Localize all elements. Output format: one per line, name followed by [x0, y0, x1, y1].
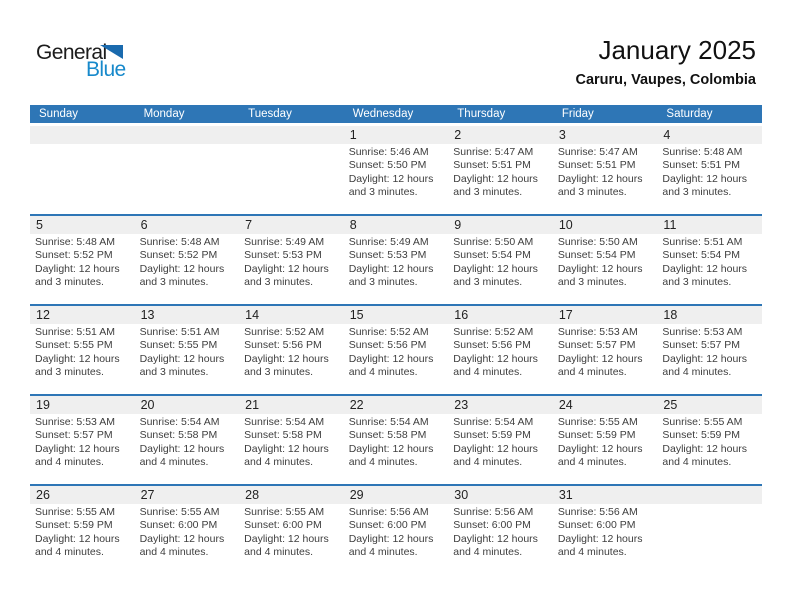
day-number-strip	[30, 396, 762, 414]
sunset-text: Sunset: 5:55 PM	[139, 339, 218, 352]
day-number: 31	[558, 488, 573, 502]
day-details-cell	[448, 414, 553, 484]
day-number: 21	[245, 398, 260, 412]
page-subtitle: Caruru, Vaupes, Colombia	[575, 71, 756, 88]
day-details-cell	[239, 414, 344, 484]
day-details-cell	[448, 324, 553, 394]
day-number: 20	[140, 398, 155, 412]
daylight-text: Daylight: 12 hours and 4 minutes.	[139, 532, 225, 559]
sunrise-text: Sunrise: 5:51 AM	[35, 326, 115, 338]
sunset-text: Sunset: 6:00 PM	[557, 519, 636, 532]
day-details-cell	[657, 414, 762, 484]
day-details-cell	[30, 234, 135, 304]
day-number	[657, 486, 762, 504]
day-details-cell	[657, 504, 762, 574]
sunrise-text: Sunrise: 5:49 AM	[244, 236, 325, 248]
daylight-text: Daylight: 12 hours and 4 minutes.	[35, 442, 120, 469]
day-details-cell	[30, 144, 135, 214]
day-number: 13	[140, 308, 155, 322]
sunrise-text: Sunrise: 5:52 AM	[453, 326, 534, 338]
sunset-text: Sunset: 6:00 PM	[139, 519, 218, 532]
sunrise-text: Sunrise: 5:56 AM	[348, 506, 429, 518]
sunset-text: Sunset: 5:57 PM	[557, 339, 636, 352]
day-number: 9	[454, 218, 462, 232]
daylight-text: Daylight: 12 hours and 3 minutes.	[244, 262, 329, 289]
day-detail-strip	[30, 504, 762, 574]
week-row	[30, 214, 762, 304]
day-details-cell	[135, 324, 240, 394]
week-row	[30, 126, 762, 214]
day-details-cell	[135, 234, 240, 304]
sunset-text: Sunset: 5:58 PM	[348, 429, 427, 442]
daylight-text: Daylight: 12 hours and 4 minutes.	[557, 352, 643, 379]
sunset-text: Sunset: 5:57 PM	[662, 339, 741, 352]
day-number: 19	[36, 398, 50, 412]
day-details-cell	[135, 144, 240, 214]
day-details-cell	[239, 234, 344, 304]
daylight-text: Daylight: 12 hours and 3 minutes.	[244, 352, 329, 379]
day-number-strip	[30, 306, 762, 324]
daylight-text: Daylight: 12 hours and 4 minutes.	[348, 442, 434, 469]
sunset-text: Sunset: 5:50 PM	[348, 159, 427, 172]
day-number: 1	[349, 128, 357, 142]
daylight-text: Daylight: 12 hours and 3 minutes.	[139, 352, 225, 379]
day-details-cell	[553, 504, 658, 574]
day-number: 10	[558, 218, 573, 232]
day-number: 25	[663, 398, 678, 412]
daylight-text: Daylight: 12 hours and 3 minutes.	[139, 262, 225, 289]
daylight-text: Daylight: 12 hours and 4 minutes.	[453, 352, 538, 379]
day-details-cell	[553, 324, 658, 394]
day-number: 5	[36, 218, 43, 232]
day-details-cell	[344, 144, 449, 214]
day-details-cell	[239, 504, 344, 574]
daylight-text: Daylight: 12 hours and 4 minutes.	[348, 532, 434, 559]
sunrise-text: Sunrise: 5:48 AM	[139, 236, 220, 248]
sunrise-text: Sunrise: 5:48 AM	[662, 146, 743, 158]
day-number: 22	[349, 398, 364, 412]
calendar-weeks	[30, 126, 762, 574]
weekday-header-row	[30, 105, 762, 123]
day-details-cell	[30, 504, 135, 574]
sunset-text: Sunset: 6:00 PM	[453, 519, 531, 532]
weekday-header-monday: Monday	[143, 108, 185, 120]
day-number	[239, 126, 344, 144]
day-number: 23	[454, 398, 469, 412]
sunset-text: Sunset: 5:58 PM	[139, 429, 218, 442]
sunset-text: Sunset: 5:56 PM	[244, 339, 322, 352]
sunrise-text: Sunrise: 5:47 AM	[557, 146, 638, 158]
weekday-header-sunday: Sunday	[39, 108, 79, 120]
sunset-text: Sunset: 5:59 PM	[453, 429, 531, 442]
day-details-cell	[344, 414, 449, 484]
day-details-cell	[553, 234, 658, 304]
sunrise-text: Sunrise: 5:50 AM	[453, 236, 534, 248]
sunrise-text: Sunrise: 5:55 AM	[244, 506, 325, 518]
daylight-text: Daylight: 12 hours and 4 minutes.	[139, 442, 225, 469]
daylight-text: Daylight: 12 hours and 3 minutes.	[662, 172, 748, 199]
daylight-text: Daylight: 12 hours and 4 minutes.	[244, 532, 329, 559]
day-details-cell	[239, 144, 344, 214]
day-number: 28	[245, 488, 260, 502]
day-number: 29	[349, 488, 364, 502]
sunset-text: Sunset: 5:53 PM	[348, 249, 427, 262]
sunrise-text: Sunrise: 5:48 AM	[35, 236, 115, 248]
daylight-text: Daylight: 12 hours and 3 minutes.	[453, 172, 538, 199]
logo-text-blue: Blue	[86, 58, 126, 81]
sunset-text: Sunset: 5:54 PM	[557, 249, 636, 262]
day-number: 6	[140, 218, 148, 232]
logo-text-general: General	[36, 41, 107, 64]
sunset-text: Sunset: 5:52 PM	[35, 249, 113, 262]
day-detail-strip	[30, 414, 762, 484]
day-details-cell	[553, 414, 658, 484]
day-detail-strip	[30, 324, 762, 394]
week-row	[30, 304, 762, 394]
sunrise-text: Sunrise: 5:55 AM	[35, 506, 115, 518]
sunset-text: Sunset: 5:56 PM	[453, 339, 531, 352]
day-number	[135, 126, 240, 144]
sunrise-text: Sunrise: 5:54 AM	[139, 416, 220, 428]
day-number: 14	[245, 308, 260, 322]
day-details-cell	[344, 504, 449, 574]
day-number: 4	[663, 128, 671, 142]
daylight-text: Daylight: 12 hours and 4 minutes.	[662, 352, 748, 379]
daylight-text: Daylight: 12 hours and 3 minutes.	[662, 262, 748, 289]
sunrise-text: Sunrise: 5:55 AM	[557, 416, 638, 428]
sunset-text: Sunset: 5:53 PM	[244, 249, 322, 262]
day-details-cell	[30, 324, 135, 394]
sunrise-text: Sunrise: 5:49 AM	[348, 236, 429, 248]
day-details-cell	[239, 324, 344, 394]
sunset-text: Sunset: 5:59 PM	[35, 519, 113, 532]
day-number-strip	[30, 486, 762, 504]
day-detail-strip	[30, 234, 762, 304]
day-number: 16	[454, 308, 469, 322]
week-row	[30, 484, 762, 574]
daylight-text: Daylight: 12 hours and 4 minutes.	[662, 442, 748, 469]
sunrise-text: Sunrise: 5:55 AM	[662, 416, 743, 428]
daylight-text: Daylight: 12 hours and 3 minutes.	[35, 352, 120, 379]
weekday-header-tuesday: Tuesday	[248, 108, 292, 120]
sunrise-text: Sunrise: 5:52 AM	[348, 326, 429, 338]
day-number-strip	[30, 216, 762, 234]
sunrise-text: Sunrise: 5:53 AM	[662, 326, 743, 338]
sunrise-text: Sunrise: 5:51 AM	[662, 236, 743, 248]
sunset-text: Sunset: 5:51 PM	[557, 159, 636, 172]
weekday-header-wednesday: Wednesday	[352, 108, 414, 120]
sunset-text: Sunset: 5:57 PM	[35, 429, 113, 442]
sunset-text: Sunset: 5:56 PM	[348, 339, 427, 352]
sunrise-text: Sunrise: 5:54 AM	[244, 416, 325, 428]
sunset-text: Sunset: 5:54 PM	[662, 249, 741, 262]
day-details-cell	[135, 414, 240, 484]
day-details-cell	[344, 234, 449, 304]
day-number: 3	[558, 128, 566, 142]
day-detail-strip	[30, 144, 762, 214]
weekday-header-thursday: Thursday	[457, 108, 506, 120]
daylight-text: Daylight: 12 hours and 3 minutes.	[348, 262, 434, 289]
daylight-text: Daylight: 12 hours and 4 minutes.	[453, 532, 538, 559]
day-details-cell	[553, 144, 658, 214]
sunset-text: Sunset: 5:59 PM	[557, 429, 636, 442]
general-blue-logo	[36, 42, 176, 90]
sunrise-text: Sunrise: 5:52 AM	[244, 326, 325, 338]
sunset-text: Sunset: 5:59 PM	[662, 429, 741, 442]
page-title: January 2025	[598, 35, 756, 65]
daylight-text: Daylight: 12 hours and 3 minutes.	[557, 172, 643, 199]
sunset-text: Sunset: 5:51 PM	[453, 159, 531, 172]
day-number: 15	[349, 308, 364, 322]
day-details-cell	[657, 144, 762, 214]
day-details-cell	[448, 234, 553, 304]
day-number: 11	[663, 218, 677, 232]
weekday-header-friday: Friday	[561, 108, 594, 120]
sunrise-text: Sunrise: 5:56 AM	[557, 506, 638, 518]
day-details-cell	[448, 504, 553, 574]
daylight-text: Daylight: 12 hours and 3 minutes.	[348, 172, 434, 199]
sunrise-text: Sunrise: 5:46 AM	[348, 146, 429, 158]
sunset-text: Sunset: 5:54 PM	[453, 249, 531, 262]
day-details-cell	[30, 414, 135, 484]
daylight-text: Daylight: 12 hours and 4 minutes.	[35, 532, 120, 559]
daylight-text: Daylight: 12 hours and 3 minutes.	[35, 262, 120, 289]
daylight-text: Daylight: 12 hours and 3 minutes.	[557, 262, 643, 289]
day-number-strip	[30, 126, 762, 144]
daylight-text: Daylight: 12 hours and 3 minutes.	[453, 262, 538, 289]
daylight-text: Daylight: 12 hours and 4 minutes.	[557, 532, 643, 559]
sunrise-text: Sunrise: 5:56 AM	[453, 506, 534, 518]
sunrise-text: Sunrise: 5:47 AM	[453, 146, 534, 158]
sunrise-text: Sunrise: 5:51 AM	[139, 326, 220, 338]
day-number: 8	[349, 218, 357, 232]
day-details-cell	[135, 504, 240, 574]
day-number	[30, 126, 135, 144]
calendar-grid	[30, 105, 762, 574]
sunrise-text: Sunrise: 5:53 AM	[35, 416, 115, 428]
day-details-cell	[344, 324, 449, 394]
sunrise-text: Sunrise: 5:55 AM	[139, 506, 220, 518]
sunset-text: Sunset: 5:52 PM	[139, 249, 218, 262]
sunrise-text: Sunrise: 5:54 AM	[348, 416, 429, 428]
day-number: 2	[454, 128, 462, 142]
daylight-text: Daylight: 12 hours and 4 minutes.	[453, 442, 538, 469]
day-number: 30	[454, 488, 469, 502]
day-number: 18	[663, 308, 678, 322]
week-row	[30, 394, 762, 484]
logo-flag-icon	[100, 45, 123, 59]
day-details-cell	[657, 234, 762, 304]
weekday-header-saturday: Saturday	[666, 108, 713, 120]
sunrise-text: Sunrise: 5:54 AM	[453, 416, 534, 428]
day-details-cell	[448, 144, 553, 214]
day-number: 7	[245, 218, 253, 232]
title-block	[576, 36, 757, 88]
sunset-text: Sunset: 5:55 PM	[35, 339, 113, 352]
day-number: 17	[558, 308, 573, 322]
day-details-cell	[657, 324, 762, 394]
day-number: 26	[36, 488, 50, 502]
sunset-text: Sunset: 6:00 PM	[244, 519, 322, 532]
sunset-text: Sunset: 5:51 PM	[662, 159, 741, 172]
sunset-text: Sunset: 5:58 PM	[244, 429, 322, 442]
sunset-text: Sunset: 6:00 PM	[348, 519, 427, 532]
day-number: 24	[558, 398, 573, 412]
sunrise-text: Sunrise: 5:53 AM	[557, 326, 638, 338]
daylight-text: Daylight: 12 hours and 4 minutes.	[244, 442, 329, 469]
day-number: 27	[140, 488, 155, 502]
sunrise-text: Sunrise: 5:50 AM	[557, 236, 638, 248]
daylight-text: Daylight: 12 hours and 4 minutes.	[557, 442, 643, 469]
daylight-text: Daylight: 12 hours and 4 minutes.	[348, 352, 434, 379]
day-number: 12	[36, 308, 50, 322]
